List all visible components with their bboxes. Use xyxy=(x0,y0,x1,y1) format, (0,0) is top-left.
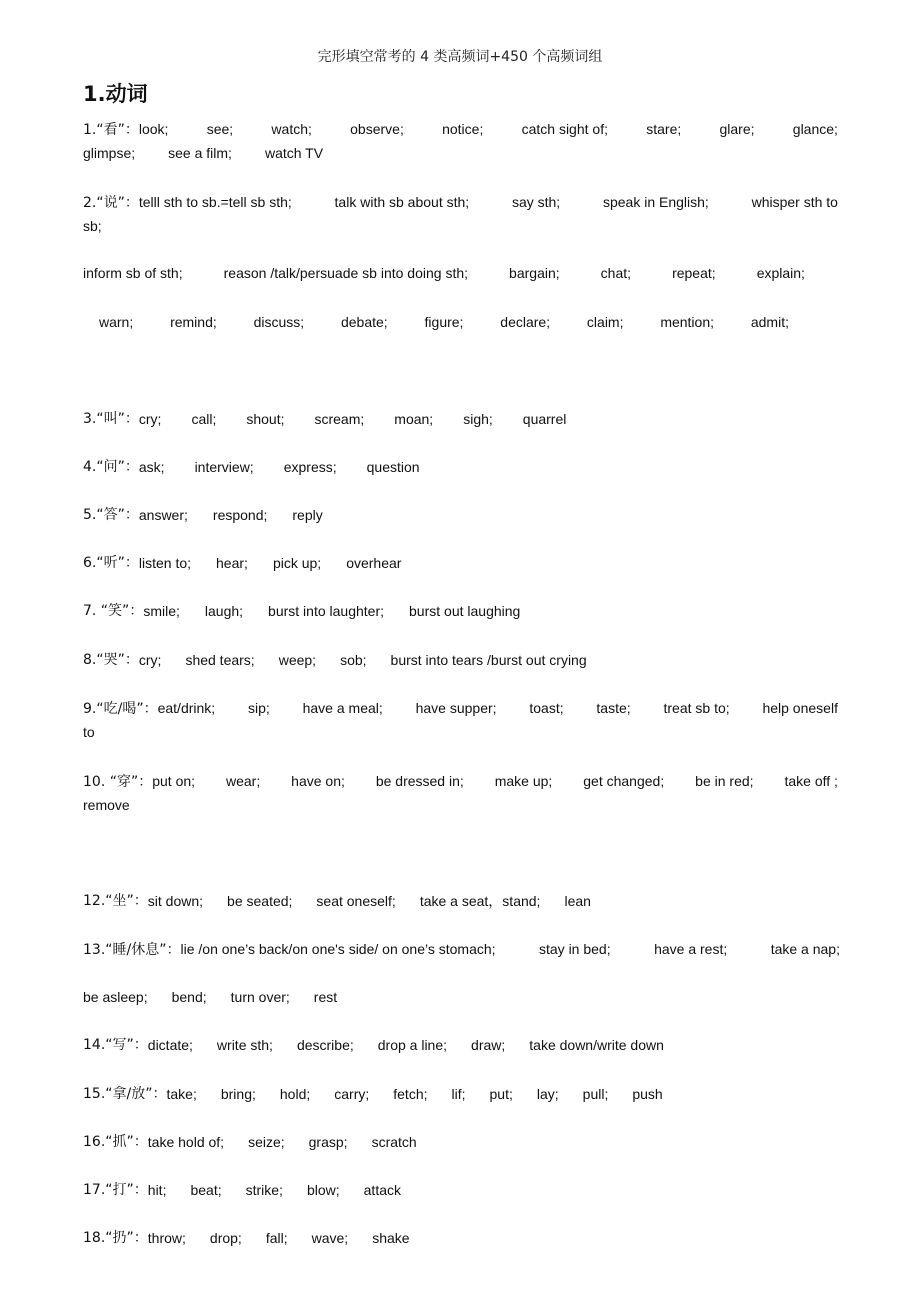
vocab-term: hear; xyxy=(216,555,248,571)
vocab-term: remind; xyxy=(170,314,217,330)
vocab-term: drop a line; xyxy=(377,1037,448,1053)
vocab-term: inform sb of sth; xyxy=(83,265,183,281)
vocab-term: speak in English; xyxy=(602,194,709,210)
vocab-term: turn over; xyxy=(230,989,290,1005)
vocab-term: fetch; xyxy=(393,1086,428,1102)
vocab-term: answer; xyxy=(138,507,188,523)
vocab-term: be seated; xyxy=(227,893,293,909)
vocab-term: lie /on one’s back/on one's side/ on one’s stomach; xyxy=(180,941,496,957)
vocab-term: sob; xyxy=(340,652,367,668)
vocab-term: get changed; xyxy=(583,773,665,789)
vocab-term: take off ; xyxy=(784,773,838,789)
vocab-term: attack xyxy=(363,1182,401,1198)
vocab-term: sit down; xyxy=(147,893,204,909)
vocab-term: see; xyxy=(206,121,234,137)
vocab-term: burst into laughter; xyxy=(268,603,385,619)
vocab-term: catch sight of; xyxy=(521,121,608,137)
vocab-term: to xyxy=(83,724,95,740)
vocab-term: take hold of; xyxy=(147,1134,225,1150)
vocab-term: cry; xyxy=(138,652,162,668)
vocab-term: scream; xyxy=(314,411,365,427)
entry-line xyxy=(83,1178,838,1202)
vocab-term: wave; xyxy=(311,1230,349,1246)
vocab-term: hold; xyxy=(279,1086,311,1102)
vocab-term: fall; xyxy=(265,1230,288,1246)
vocab-term: telll sth to sb.=tell sb sth; xyxy=(138,194,292,210)
vocab-term: take a seat，stand; xyxy=(419,893,541,909)
vocab-term: be in red; xyxy=(695,773,754,789)
vocab-term: stay in bed; xyxy=(539,941,611,957)
vocab-term: respond; xyxy=(212,507,268,523)
vocab-term: eat/drink; xyxy=(157,700,216,716)
vocab-term: lay; xyxy=(536,1086,559,1102)
entry-line xyxy=(83,117,838,142)
vocab-term: glare; xyxy=(719,121,755,137)
vocab-term: help oneself xyxy=(762,700,838,716)
vocab-term: see a film; xyxy=(168,145,232,161)
entry-label: 16.“抓”： xyxy=(83,1134,148,1150)
vocab-term: shout; xyxy=(246,411,285,427)
vocab-term: drop; xyxy=(209,1230,242,1246)
vocab-term: wear; xyxy=(226,773,261,789)
vocab-term: notice; xyxy=(442,121,484,137)
vocab-term: make up; xyxy=(494,773,553,789)
entry-label: 7. “笑”： xyxy=(83,603,144,619)
vocab-term: overhear xyxy=(346,555,402,571)
entry-head xyxy=(83,937,496,962)
vocab-term: reason /talk/persuade sb into doing sth; xyxy=(223,265,469,281)
entry-head xyxy=(83,190,292,215)
vocab-term: carry; xyxy=(334,1086,370,1102)
vocab-term: laugh; xyxy=(204,603,244,619)
vocab-term: pick up; xyxy=(272,555,322,571)
vocab-term: treat sb to; xyxy=(663,700,730,716)
vocab-term: bring; xyxy=(220,1086,256,1102)
vocab-term: interview; xyxy=(194,459,254,475)
entry-head xyxy=(83,117,168,142)
vocab-term: whisper sth to xyxy=(751,194,838,210)
entry-label: 18.“扔”： xyxy=(83,1230,148,1246)
entry-line xyxy=(83,769,838,794)
vocab-term: watch TV xyxy=(264,145,324,161)
vocab-term: take a nap; xyxy=(770,941,840,957)
vocab-term: push xyxy=(632,1086,663,1102)
vocab-term: taste; xyxy=(596,700,631,716)
vocab-term: look; xyxy=(138,121,169,137)
entry-line xyxy=(83,1082,838,1106)
vocab-term: repeat; xyxy=(672,265,716,281)
vocab-term: glance; xyxy=(792,121,838,137)
vocab-term: observe; xyxy=(350,121,404,137)
entry-line xyxy=(83,985,838,1009)
vocab-term: declare; xyxy=(500,314,551,330)
vocab-term: smile; xyxy=(143,603,180,619)
vocab-term: toast; xyxy=(529,700,564,716)
entry-line xyxy=(83,599,838,623)
entry-line xyxy=(83,503,838,527)
vocab-term: burst out laughing xyxy=(409,603,521,619)
vocab-term: put on; xyxy=(152,773,196,789)
vocab-term: strike; xyxy=(245,1182,283,1198)
vocab-term: debate; xyxy=(340,314,388,330)
vocab-term: discuss; xyxy=(253,314,305,330)
entry-label: 3.“叫”： xyxy=(83,411,139,427)
vocab-term: sigh; xyxy=(463,411,493,427)
entry-label: 1.“看”： xyxy=(83,122,139,138)
vocab-term: sb; xyxy=(83,218,102,234)
vocab-term: seat oneself; xyxy=(316,893,396,909)
entry-line xyxy=(83,407,838,431)
vocab-term: dictate; xyxy=(147,1037,193,1053)
vocab-term: admit; xyxy=(750,314,789,330)
vocab-term: bargain; xyxy=(509,265,560,281)
vocab-term: rest xyxy=(313,989,338,1005)
vocab-term: express; xyxy=(283,459,337,475)
vocab-term: have supper; xyxy=(415,700,497,716)
vocab-term: burst into tears /burst out crying xyxy=(390,652,587,668)
vocab-term: warn; xyxy=(99,314,134,330)
entry-line xyxy=(83,696,838,721)
entry-continuation xyxy=(83,720,838,744)
entry-line xyxy=(83,1226,838,1250)
entry-line xyxy=(83,937,840,962)
vocab-term: take down/write down xyxy=(529,1037,664,1053)
vocab-term: have a rest; xyxy=(654,941,728,957)
vocab-term: shed tears; xyxy=(185,652,255,668)
vocab-term: be asleep; xyxy=(83,989,148,1005)
vocab-term: grasp; xyxy=(308,1134,348,1150)
entry-line xyxy=(83,1033,838,1057)
entry-head xyxy=(83,696,215,721)
entry-line xyxy=(83,551,838,575)
entry-line xyxy=(99,310,789,334)
entry-label: 5.“答”： xyxy=(83,507,139,523)
vocab-term: watch; xyxy=(271,121,312,137)
vocab-term: take; xyxy=(166,1086,197,1102)
vocab-term: moan; xyxy=(394,411,434,427)
entry-line xyxy=(83,455,838,479)
vocab-term: bend; xyxy=(171,989,207,1005)
vocab-term: put; xyxy=(489,1086,513,1102)
entry-label: 13.“睡/休息”： xyxy=(83,942,181,958)
vocab-term: describe; xyxy=(296,1037,354,1053)
entry-label: 14.“写”： xyxy=(83,1037,148,1053)
entry-line xyxy=(83,1130,838,1154)
vocab-term: quarrel xyxy=(522,411,567,427)
entry-head xyxy=(83,769,195,794)
entry-label: 15.“拿/放”： xyxy=(83,1086,167,1102)
vocab-term: reply xyxy=(292,507,323,523)
entry-line xyxy=(83,889,838,913)
vocab-term: write sth; xyxy=(216,1037,273,1053)
entry-label: 6.“听”： xyxy=(83,555,139,571)
vocab-term: lif; xyxy=(451,1086,466,1102)
vocab-term: scratch xyxy=(371,1134,417,1150)
vocab-term: blow; xyxy=(306,1182,340,1198)
entry-continuation xyxy=(83,141,838,165)
vocab-term: be dressed in; xyxy=(375,773,464,789)
entry-label: 4.“问”： xyxy=(83,459,139,475)
vocab-term: have on; xyxy=(291,773,345,789)
vocab-term: cry; xyxy=(138,411,162,427)
vocab-term: pull; xyxy=(582,1086,609,1102)
entry-line xyxy=(83,261,805,285)
vocab-term: explain; xyxy=(756,265,805,281)
vocab-term: shake xyxy=(372,1230,410,1246)
vocab-term: ask; xyxy=(138,459,165,475)
entry-label: 2.“说”： xyxy=(83,195,139,211)
entry-line xyxy=(83,190,838,215)
vocab-term: beat; xyxy=(190,1182,222,1198)
vocab-term: have a meal; xyxy=(302,700,383,716)
entry-label: 12.“坐”： xyxy=(83,893,148,909)
entry-label: 10. “穿”： xyxy=(83,774,153,790)
entry-label: 17.“打”： xyxy=(83,1182,148,1198)
entry-line xyxy=(83,648,838,672)
entry-label: 9.“吃/喝”： xyxy=(83,701,158,717)
vocab-term: seize; xyxy=(248,1134,285,1150)
section-title: 1.动词 xyxy=(83,82,148,106)
vocab-term: stare; xyxy=(646,121,682,137)
vocab-term: glimpse; xyxy=(83,145,136,161)
entry-continuation xyxy=(83,214,838,238)
vocab-term: throw; xyxy=(147,1230,186,1246)
document-header: 完形填空常考的 4 类高频词+450 个高频词组 xyxy=(317,49,603,65)
vocab-term: lean xyxy=(564,893,591,909)
vocab-term: listen to; xyxy=(138,555,192,571)
vocab-term: talk with sb about sth; xyxy=(334,194,470,210)
vocab-term: mention; xyxy=(660,314,715,330)
vocab-term: hit; xyxy=(147,1182,167,1198)
vocab-term: weep; xyxy=(278,652,317,668)
vocab-term: remove xyxy=(83,797,130,813)
vocab-term: sip; xyxy=(248,700,270,716)
vocab-term: claim; xyxy=(586,314,624,330)
vocab-term: say sth; xyxy=(511,194,561,210)
vocab-term: chat; xyxy=(600,265,632,281)
entry-label: 8.“哭”： xyxy=(83,652,139,668)
entry-continuation xyxy=(83,793,838,817)
vocab-term: question xyxy=(366,459,420,475)
vocab-term: call; xyxy=(191,411,217,427)
vocab-term: figure; xyxy=(424,314,464,330)
vocab-term: draw; xyxy=(471,1037,506,1053)
